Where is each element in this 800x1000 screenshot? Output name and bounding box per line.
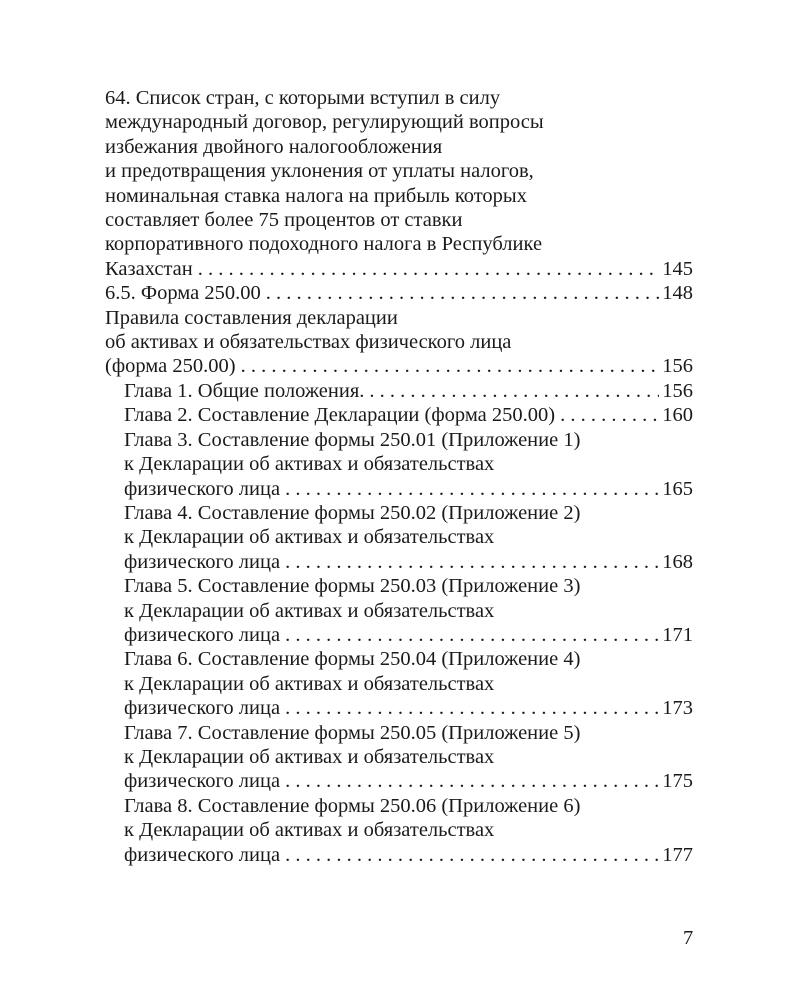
toc-entry-text-line: физического лица	[124, 697, 281, 720]
toc-entry-text-line: физического лица	[124, 843, 281, 866]
toc-entry-text-line: 64. Список стран, с которыми вступил в силу	[105, 87, 501, 109]
toc-chapter-6	[105, 647, 693, 720]
toc-entry-text-line: к Декларации об активах и обязательствах	[124, 453, 495, 476]
toc-entry-leader-line	[105, 477, 693, 501]
toc-entry-text-line: Глава 1. Общие положения.	[124, 379, 365, 402]
toc-entry-text-line: Глава 5. Составление формы 250.03 (Приложение 3)	[124, 575, 581, 598]
toc-entry-text-line: (форма 250.00)	[105, 355, 236, 378]
dot-leader	[285, 769, 659, 793]
toc-entry-text-line: к Декларации об активах и обязательствах	[124, 819, 495, 842]
toc-entry-leader-line	[105, 843, 693, 867]
toc-entry-text-line: Глава 3. Составление формы 250.01 (Приложение 1)	[124, 428, 581, 451]
dot-leader	[285, 696, 659, 720]
toc-entry-leader-line	[105, 696, 693, 720]
toc-page-number: 156	[662, 355, 693, 378]
toc-page-number: 156	[662, 379, 693, 402]
dot-leader	[241, 354, 660, 378]
toc-page-number: 173	[662, 697, 693, 720]
toc-page-number: 175	[662, 770, 693, 793]
toc-entry-text-line: избежания двойного налогообложения	[105, 135, 443, 158]
toc-entry-text-line: Глава 7. Составление формы 250.05 (Приложение 5)	[124, 721, 581, 744]
toc-page-number: 165	[662, 477, 693, 500]
toc-chapter-8	[105, 794, 693, 867]
dot-leader	[560, 403, 659, 427]
table-of-contents	[105, 86, 693, 867]
toc-entry-text-line: корпоративного подоходного налога в Республике	[105, 233, 543, 256]
toc-entry-text-line: и предотвращения уклонения от уплаты налогов,	[105, 160, 534, 183]
toc-chapter-1	[105, 379, 693, 403]
toc-page-number: 171	[662, 623, 693, 646]
toc-entry-leader-line	[105, 550, 693, 574]
toc-entry-leader-line	[105, 257, 693, 281]
dot-leader	[369, 379, 659, 403]
toc-page-number: 160	[662, 404, 693, 427]
dot-leader	[285, 843, 659, 867]
toc-entry-form-250	[105, 281, 693, 305]
toc-entry-text-line: Правила составления декларации	[105, 306, 398, 329]
toc-entry-leader-line	[105, 403, 693, 427]
toc-entry-text-line: к Декларации об активах и обязательствах	[124, 745, 495, 768]
toc-page-number: 148	[662, 282, 693, 305]
toc-entry-text-line: составляет более 75 процентов от ставки	[105, 209, 463, 232]
toc-chapter-5	[105, 574, 693, 647]
toc-entry-leader-line	[105, 379, 693, 403]
toc-entry-text-line: физического лица	[124, 550, 281, 573]
toc-entry-text-line: Глава 4. Составление формы 250.02 (Приложение 2)	[124, 501, 581, 524]
dot-leader	[285, 623, 659, 647]
toc-entry-countries-list	[105, 86, 693, 281]
toc-entry-text-line: к Декларации об активах и обязательствах	[124, 599, 495, 622]
dot-leader	[285, 477, 659, 501]
toc-entry-text-line: к Декларации об активах и обязательствах	[124, 526, 495, 549]
page-number: 7	[683, 927, 694, 949]
toc-entry-text-line: об активах и обязательствах физического лица	[105, 331, 512, 354]
toc-entry-leader-line	[105, 354, 693, 378]
toc-entry-leader-line	[105, 769, 693, 793]
toc-entry-text-line: к Декларации об активах и обязательствах	[124, 672, 495, 695]
toc-entry-text-line: Глава 8. Составление формы 250.06 (Приложение 6)	[124, 794, 581, 817]
toc-entry-leader-line	[105, 623, 693, 647]
toc-chapter-7	[105, 721, 693, 794]
toc-entry-text-line: физического лица	[124, 770, 281, 793]
toc-chapter-4	[105, 501, 693, 574]
toc-entry-text-line: 6.5. Форма 250.00	[105, 282, 261, 305]
dot-leader	[266, 281, 660, 305]
toc-chapter-2	[105, 403, 693, 427]
toc-page-number: 177	[662, 843, 693, 866]
toc-entry-leader-line	[105, 281, 693, 305]
toc-entry-text-line: физического лица	[124, 623, 281, 646]
toc-page-number: 145	[662, 257, 693, 280]
toc-entry-text-line: номинальная ставка налога на прибыль которых	[105, 184, 527, 207]
toc-chapter-3	[105, 428, 693, 501]
toc-entry-text-line: международный договор, регулирующий вопросы	[105, 111, 544, 134]
toc-entry-text-line: Глава 6. Составление формы 250.04 (Приложение 4)	[124, 648, 581, 671]
toc-entry-declaration-rules	[105, 306, 693, 379]
toc-page-number: 168	[662, 550, 693, 573]
toc-entry-text-line: Казахстан	[105, 257, 193, 280]
dot-leader	[198, 257, 660, 281]
toc-entry-text-line: физического лица	[124, 477, 281, 500]
toc-entry-text-line: Глава 2. Составление Декларации (форма 250.00)	[124, 404, 556, 427]
dot-leader	[285, 550, 659, 574]
